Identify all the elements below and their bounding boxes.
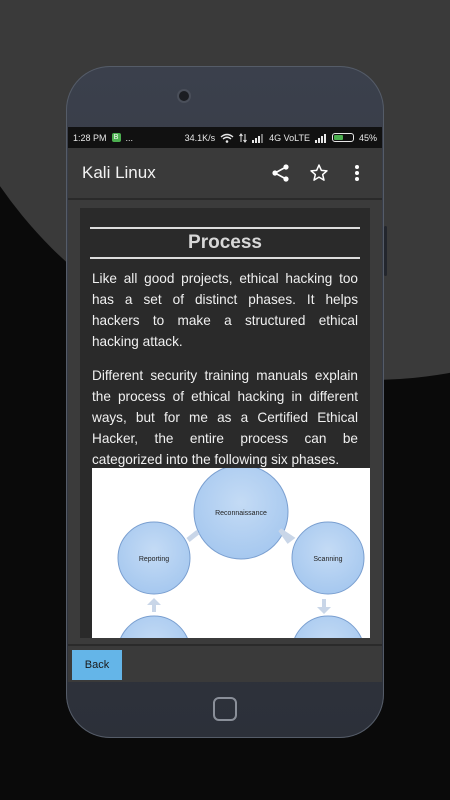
diagram-arrow: [147, 598, 161, 612]
network-type: 4G VoLTE: [269, 132, 310, 143]
diagram-node-bottom-left: [118, 616, 190, 638]
diagram-arrow: [317, 599, 331, 614]
phases-diagram: [92, 468, 370, 638]
app-screen: [68, 127, 382, 682]
battery-icon: [332, 133, 354, 142]
status-dots: ...: [125, 132, 134, 143]
back-button[interactable]: Back: [72, 650, 122, 680]
article-paragraph: Different security training manuals explain the process of ethical hacking in different ways, but for me as a Certified Ethical Hacker, the entire process can be categorized into the following six phases.: [92, 368, 358, 467]
diagram-node-bottom-right: [292, 616, 364, 638]
overflow-menu-icon[interactable]: [342, 158, 372, 188]
signal-icon-sim2: [315, 133, 327, 143]
star-icon[interactable]: [304, 158, 334, 188]
article-paragraph: Like all good projects, ethical hacking too has a set of distinct phases. It helps hackers to make a structured ethical hacking attack.: [92, 271, 358, 349]
notification-icon: B: [112, 133, 121, 142]
app-toolbar: [68, 148, 382, 200]
front-camera: [179, 91, 189, 101]
article-heading: Process: [188, 232, 262, 253]
data-transfer-icon: [239, 133, 247, 143]
network-speed: 34.1K/s: [184, 132, 216, 143]
status-bar: [68, 127, 382, 148]
heading-bottom-rule: [90, 257, 360, 259]
diagram-arrow: [280, 530, 292, 541]
article-content[interactable]: [80, 208, 370, 638]
diagram-label-scanning: Scanning: [313, 556, 343, 563]
app-title: Kali Linux: [82, 163, 156, 182]
battery-percent: 45%: [358, 132, 377, 143]
share-icon[interactable]: [266, 158, 296, 188]
phone-frame: [66, 66, 384, 738]
home-button[interactable]: [213, 697, 237, 721]
phone-side-button: [384, 226, 387, 276]
diagram-label-reporting: Reporting: [138, 556, 170, 563]
status-time: 1:28 PM: [73, 132, 107, 143]
diagram-label-reconnaissance: Reconnaissance: [215, 510, 267, 517]
signal-icon-sim1: [252, 133, 264, 143]
bottom-bar: [68, 644, 382, 682]
wifi-icon: [220, 133, 234, 143]
diagram-arrow: [188, 532, 198, 540]
